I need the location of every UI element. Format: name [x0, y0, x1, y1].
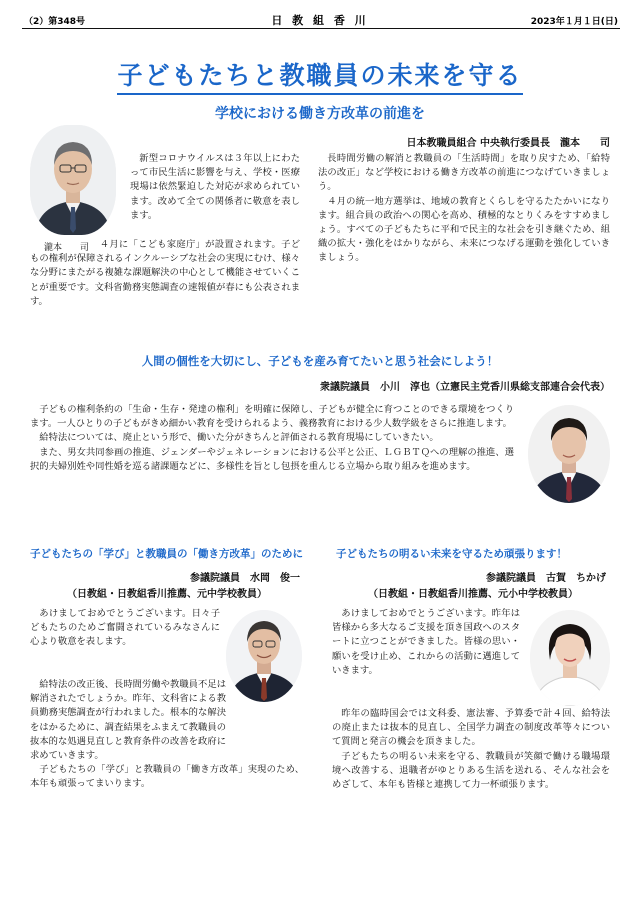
article3-body-top — [30, 607, 220, 650]
ogawa-photo — [528, 405, 610, 503]
article1-col1-top — [130, 152, 300, 223]
takimoto-caption: 瀧本 司 — [44, 243, 90, 253]
issue-date: 2023年１月１日(日) — [530, 17, 618, 27]
header-divider — [22, 28, 620, 29]
article1-col2 — [318, 152, 610, 266]
article4-author-line2: （日教組・日教組香川推薦、元小中学校教員） — [368, 589, 578, 600]
article2-body — [30, 403, 514, 474]
article4-para2: 昨年の臨時国会では文科委、憲法審、予算委で計４回、給特法の廃止または抜本的見直し、全国学力調査の制度改革等々について質問と発言の機会を頂きました。 — [332, 708, 610, 748]
article4-para1: あけましておめでとうございます。昨年は皆様から多大なるご支援を頂き国政へのスタートに立つことができました。皆様の思い・願いを受け止め、これからの活動に邁進していきます。 — [332, 608, 520, 676]
article1-para3: 長時間労働の解消と教職員の「生活時間」を取り戻すため、「給特法の改正」など学校における働き方改革の前進につなげていきましょう。 — [318, 153, 610, 193]
article2-heading: 人間の個性を大切にし、子どもを産み育てたいと思う社会にしよう！ — [141, 354, 499, 368]
article1-para2: ４月に「こども家庭庁」が設置されます。子どもの権利が保障されるインクルーシブな社会の実現にむけ、様々な分野にまたがる複雑な課題解決の中心として機能させていくことが重要です。文科省勤務実態調査の速報値が春にも公表されます。 — [30, 239, 300, 307]
article1-para1: 新型コロナウイルスは３年以上にわたって市民生活に影響を与え、学校・医療現場は依然緊迫した対応が求められています。改めて全ての関係者に敬意を表します。 — [130, 153, 300, 221]
article3-para1: あけましておめでとうございます。日々子どもたちのためご奮闘されているみなさんに心より敬意を表します。 — [30, 608, 220, 648]
article4-author-line1: 参議院議員 古賀 ちかげ — [486, 573, 606, 584]
article3-author-line2: （日教組・日教組香川推薦、元中学校教員） — [67, 589, 267, 600]
article4-para3: 子どもたちの明るい未来を守る、教職員が笑顔で働ける職場環境へ改善する、退職者がゆとりある生活を送れる、そんな社会をめざして、本年も皆様と連携して力一杯頑張ります。 — [332, 750, 610, 791]
article3-para3: 子どもたちの「学び」と教職員の「働き方改革」実現のため、本年も頑張ってまいります。 — [30, 764, 304, 790]
portrait-icon — [530, 610, 610, 706]
takimoto-photo — [30, 125, 116, 235]
article1-heading: 学校における働き方改革の前進を — [215, 106, 425, 122]
article2-para1: 子どもの権利条約の「生命・生存・発達の権利」を明確に保障し、子どもが健全に育つことのできる環境をつくります。一人ひとりの子どもがきめ細かい教育を受けられるよう、義務教育における少人数学級をさらに推進します。 — [30, 404, 514, 430]
article4-heading: 子どもたちの明るい未来を守るため頑張ります！ — [336, 548, 567, 560]
main-title — [0, 56, 640, 95]
article4-body-top — [332, 607, 520, 678]
article3-author-line1: 参議院議員 水岡 俊一 — [190, 573, 300, 584]
article4-body-bottom — [332, 707, 610, 792]
article3-heading: 子どもたちの「学び」と教職員の「働き方改革」のために — [30, 548, 303, 560]
article3-para2: 給特法の改正後、長時間労働や教職員不足は解消されたでしょうか。昨年、文科省による教員勤務実態調査が行われました。根本的な解決をはかるために、調査結果をふまえて教職員の抜本的な処遇見直しと教育条件の改善を政府に求めていきます。 — [30, 679, 226, 762]
issue-number: （2）第348号 — [24, 17, 86, 27]
portrait-icon — [528, 405, 610, 503]
paper-name: 日 教 組 香 川 — [271, 14, 369, 27]
article1-author: 日本教職員組合 中央執行委員長 瀧本 司 — [406, 138, 610, 149]
main-title-text: 子どもたちと教職員の未来を守る — [117, 56, 522, 95]
article2-author: 衆議院議員 小川 淳也（立憲民主党香川県総支部連合会代表） — [320, 382, 610, 393]
article2-para3: また、男女共同参画の推進、ジェンダーやジェネレーションにおける公平と公正、ＬＧＢＴＱへの理解の推進、選択的夫婦別姓や同性婚を巡る諸課題などに、多様性を旨とし包摂を重んじる立場から取り組みを進めます。 — [30, 446, 514, 472]
portrait-icon — [30, 125, 116, 235]
article1-para4: ４月の統一地方選挙は、地域の教育とくらしを守るたたかいになります。組合員の政治への関心を高め、積極的なとりくみをすすめましょう。すべての子どもたちに平和で民主的な社会を引き継ぐため、組織の拡大・強化をはかりながら、未来につなげる運動を強化していきましょう。 — [318, 195, 610, 264]
article3-body-bottom — [30, 678, 304, 792]
article2-para2: 給特法については、廃止という形で、働いた分がきちんと評価される教育現場にしていきたい。 — [39, 432, 439, 444]
article1-col1-bottom — [30, 238, 300, 309]
koga-photo — [530, 610, 610, 706]
